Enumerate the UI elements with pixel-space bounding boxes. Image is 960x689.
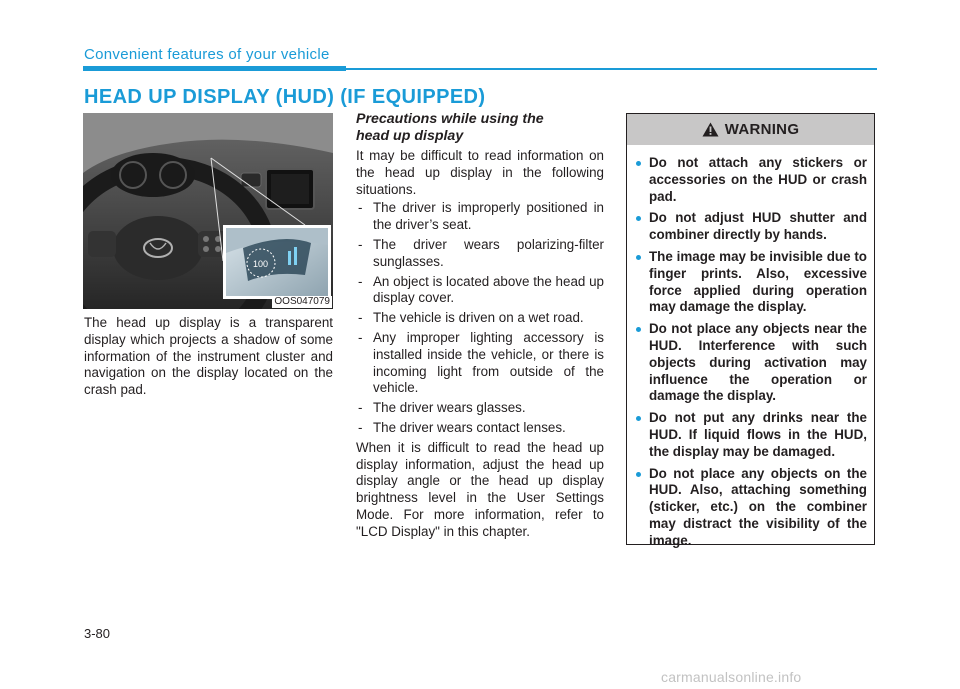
precautions-heading-line1: Precautions while using the — [356, 111, 544, 127]
warning-item: Do not place any objects on the HUD. Also, attaching something (sticker, etc.) on the combiner may distract the visibility of the image. — [635, 466, 867, 550]
main-heading: HEAD UP DISPLAY (HUD) (IF EQUIPPED) — [84, 86, 486, 108]
precautions-heading — [356, 111, 604, 144]
hud-description: The head up display is a transparent display which projects a shadow of some information of the instrument cluster and navigation on the display located on the crash pad. — [84, 315, 333, 398]
list-item: - Any improper lighting accessory is installed inside the vehicle, or there is incoming light from outside of the vehicle. — [356, 330, 604, 397]
figure-code: OOS047079 — [274, 296, 330, 307]
dashboard-illustration — [83, 113, 333, 309]
header-rule-thick — [83, 66, 346, 71]
hud-speed-text: 100 — [253, 259, 269, 269]
section-title: Convenient features of your vehicle — [84, 46, 330, 63]
warning-item: Do not adjust HUD shutter and combiner directly by hands. — [635, 210, 867, 244]
precautions-heading-line2: head up display — [356, 127, 464, 144]
precautions-list — [356, 200, 604, 436]
precautions-closing: When it is difficult to read the head up display information, adjust the head up display angle or the head up display brightness level in the User Settings Mode. For more information, refer to "LCD Display" in this chapter. — [356, 439, 604, 539]
warning-item: Do not attach any stickers or accessories on the HUD or crash pad. — [635, 155, 867, 205]
warning-item: Do not put any drinks near the HUD. If liquid flows in the HUD, the display may be damaged. — [635, 410, 867, 460]
warning-item: The image may be invisible due to finger prints. Also, excessive force applied during operation may damage the display. — [635, 249, 867, 316]
precautions-column — [356, 111, 604, 541]
warning-header — [627, 114, 874, 145]
warning-title: WARNING — [724, 121, 800, 138]
watermark-link[interactable]: carmanualsonline.info — [661, 669, 802, 685]
list-item: - The driver wears glasses. — [356, 400, 604, 417]
list-item: - The driver wears polarizing-filter sunglasses. — [356, 237, 604, 271]
list-item: - The vehicle is driven on a wet road. — [356, 310, 604, 327]
list-item: - The driver is improperly positioned in the driver’s seat. — [356, 200, 604, 234]
warning-box — [626, 113, 875, 548]
warning-list — [627, 145, 874, 550]
hud-photo — [83, 113, 333, 309]
list-item: - The driver wears contact lenses. — [356, 420, 604, 437]
list-item: - An object is located above the head up display cover. — [356, 274, 604, 308]
warning-triangle-icon — [702, 122, 719, 137]
page-number: 3-80 — [84, 626, 111, 641]
precautions-intro: It may be difficult to read information on the head up display in the following situations. — [356, 148, 604, 197]
header-rule-thin — [346, 68, 877, 70]
warning-item: Do not place any objects near the HUD. Interference with such objects during activation may influence the operation or damage the display. — [635, 321, 867, 405]
